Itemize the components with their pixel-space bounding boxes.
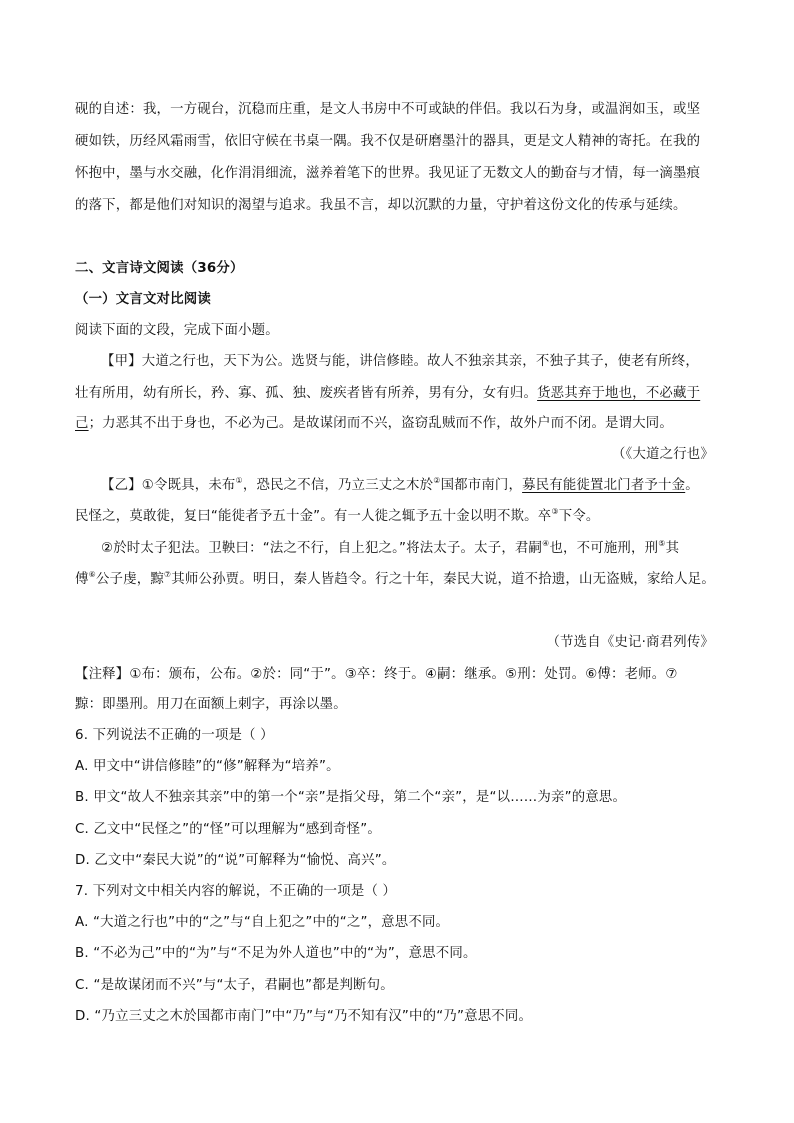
yi-text: 。 [685,478,699,493]
jia-line-1: 【甲】大道之行也，天下为公。选贤与能，讲信修睦。故人不独亲其亲，不独子其子，使老有所终， [101,354,699,369]
note-mark: ③ [551,507,559,516]
note-mark: ⑦ [163,570,172,579]
yi-text: 傅 [75,572,89,587]
question-7-option-c: C. “是故谋闭而不兴”与“太子，君嗣也”都是判断句。 [75,978,394,993]
jia-underlined-sentence: 货恶其弃于地也，不必藏于 [537,386,701,401]
yi-text: 下令。 [558,509,600,524]
jia-line-3 [75,414,673,434]
note-mark: ⑥ [88,570,96,579]
yi-text: 【乙】①令既具，未布 [101,478,236,493]
note-mark: ④ [542,539,550,548]
yi-text: 其 [665,541,680,556]
yi-text: 民怪之，莫敢徙，复曰“能徙者予五十金”。有一人徙之辄予五十金以明不欺。卒 [75,509,552,524]
note-mark: ① [235,476,243,485]
question-6-option-c: C. 乙文中“民怪之”的“怪”可以理解为“感到奇怪”。 [75,822,381,837]
yi-text: 国都市南门， [440,478,523,493]
section-heading: 二、文言诗文阅读（36分） [75,261,244,276]
yi-line-3 [101,539,679,559]
question-7-option-b: B. “不必为己”中的“为”与“不足为外人道也”中的“为”，意思不同。 [75,946,477,961]
yi-text: 也，不可施刑，刑 [549,541,659,556]
yi-line-2 [75,507,600,527]
jia-underlined-end: 己 [75,416,89,431]
jia-line-2-text: 壮有所用，幼有所长，矜、寡、孤、独、废疾者皆有所养，男有分，女有归。 [75,386,538,401]
notes-line-2: 黥：即墨刑。用刀在面额上刺字，再涂以墨。 [75,697,347,712]
reading-instruction: 阅读下面的文段，完成下面小题。 [75,323,279,338]
question-6-option-b: B. 甲文“故人不独亲其亲”中的第一个“亲”是指父母，第二个“亲”，是“以……为亲”的意思。 [75,790,627,805]
question-7-option-d: D. “乃立三丈之木於国都市南门”中“乃”与“乃不知有汉”中的“乃”意思不同。 [75,1009,533,1024]
question-7-stem: 7. 下列对文中相关内容的解说，不正确的一项是（ ） [75,884,397,899]
note-mark: ⑤ [658,539,666,548]
note-mark: ② [433,476,441,485]
intro-line-3: 怀抱中，墨与水交融，化作涓涓细流，滋养着笔下的世界。我见证了无数文人的勤奋与才情，每一滴墨痕 [75,166,701,181]
yi-text: 公子虔，黥 [95,572,164,587]
intro-line-4: 的落下，都是他们对知识的渴望与追求。我虽不言，却以沉默的力量，守护着这份文化的传承与延续。 [75,198,687,213]
jia-line-3-text: ；力恶其不出于身也，不必为己。是故谋闭而不兴，盗窃乱贼而不作，故外户而不闭。是谓大同。 [88,416,673,431]
intro-line-1: 砚的自述：我，一方砚台，沉稳而庄重，是文人书房中不可或缺的伴侣。我以石为身，或温润如玉，或坚 [75,102,701,117]
jia-line-2 [75,384,700,404]
yi-text: ②於时太子犯法。卫鞅曰：“法之不行，自上犯之。”将法太子。太子，君嗣 [101,541,543,556]
subsection-heading: （一）文言文对比阅读 [75,292,211,307]
intro-line-2: 硬如铁，历经风霜雨雪，依旧守候在书桌一隅。我不仅是研磨墨汁的器具，更是文人精神的寄托。在我的 [75,134,701,149]
question-6-stem: 6. 下列说法不正确的一项是（ ） [75,728,274,743]
yi-underlined-sentence: 募民有能徙置北门者予十金 [522,478,686,493]
question-6-option-a: A. 甲文中“讲信修睦”的“修”解释为“培养”。 [75,759,340,774]
question-7-option-a: A. “大道之行也”中的“之”与“自上犯之”中的“之”，意思不同。 [75,915,450,930]
notes-line-1: 【注释】①布：颁布，公布。②於：同“于”。③卒：终于。④嗣：继承。⑤刑：处罚。⑥傅：老师。⑦ [75,667,678,682]
yi-text: 其师公孙贾。明日，秦人皆趋令。行之十年，秦民大说，道不拾遗，山无盗贼，家给人足。 [171,572,715,587]
yi-source: （节选自《史记·商君列传》 [546,635,714,650]
yi-line-1 [101,476,699,496]
yi-text: ，恐民之不信，乃立三丈之木於 [242,478,434,493]
jia-source: （《大道之行也》 [611,447,714,462]
question-6-option-d: D. 乙文中“秦民大说”的“说”可解释为“愉悦、高兴”。 [75,853,396,868]
yi-line-4 [75,570,715,590]
